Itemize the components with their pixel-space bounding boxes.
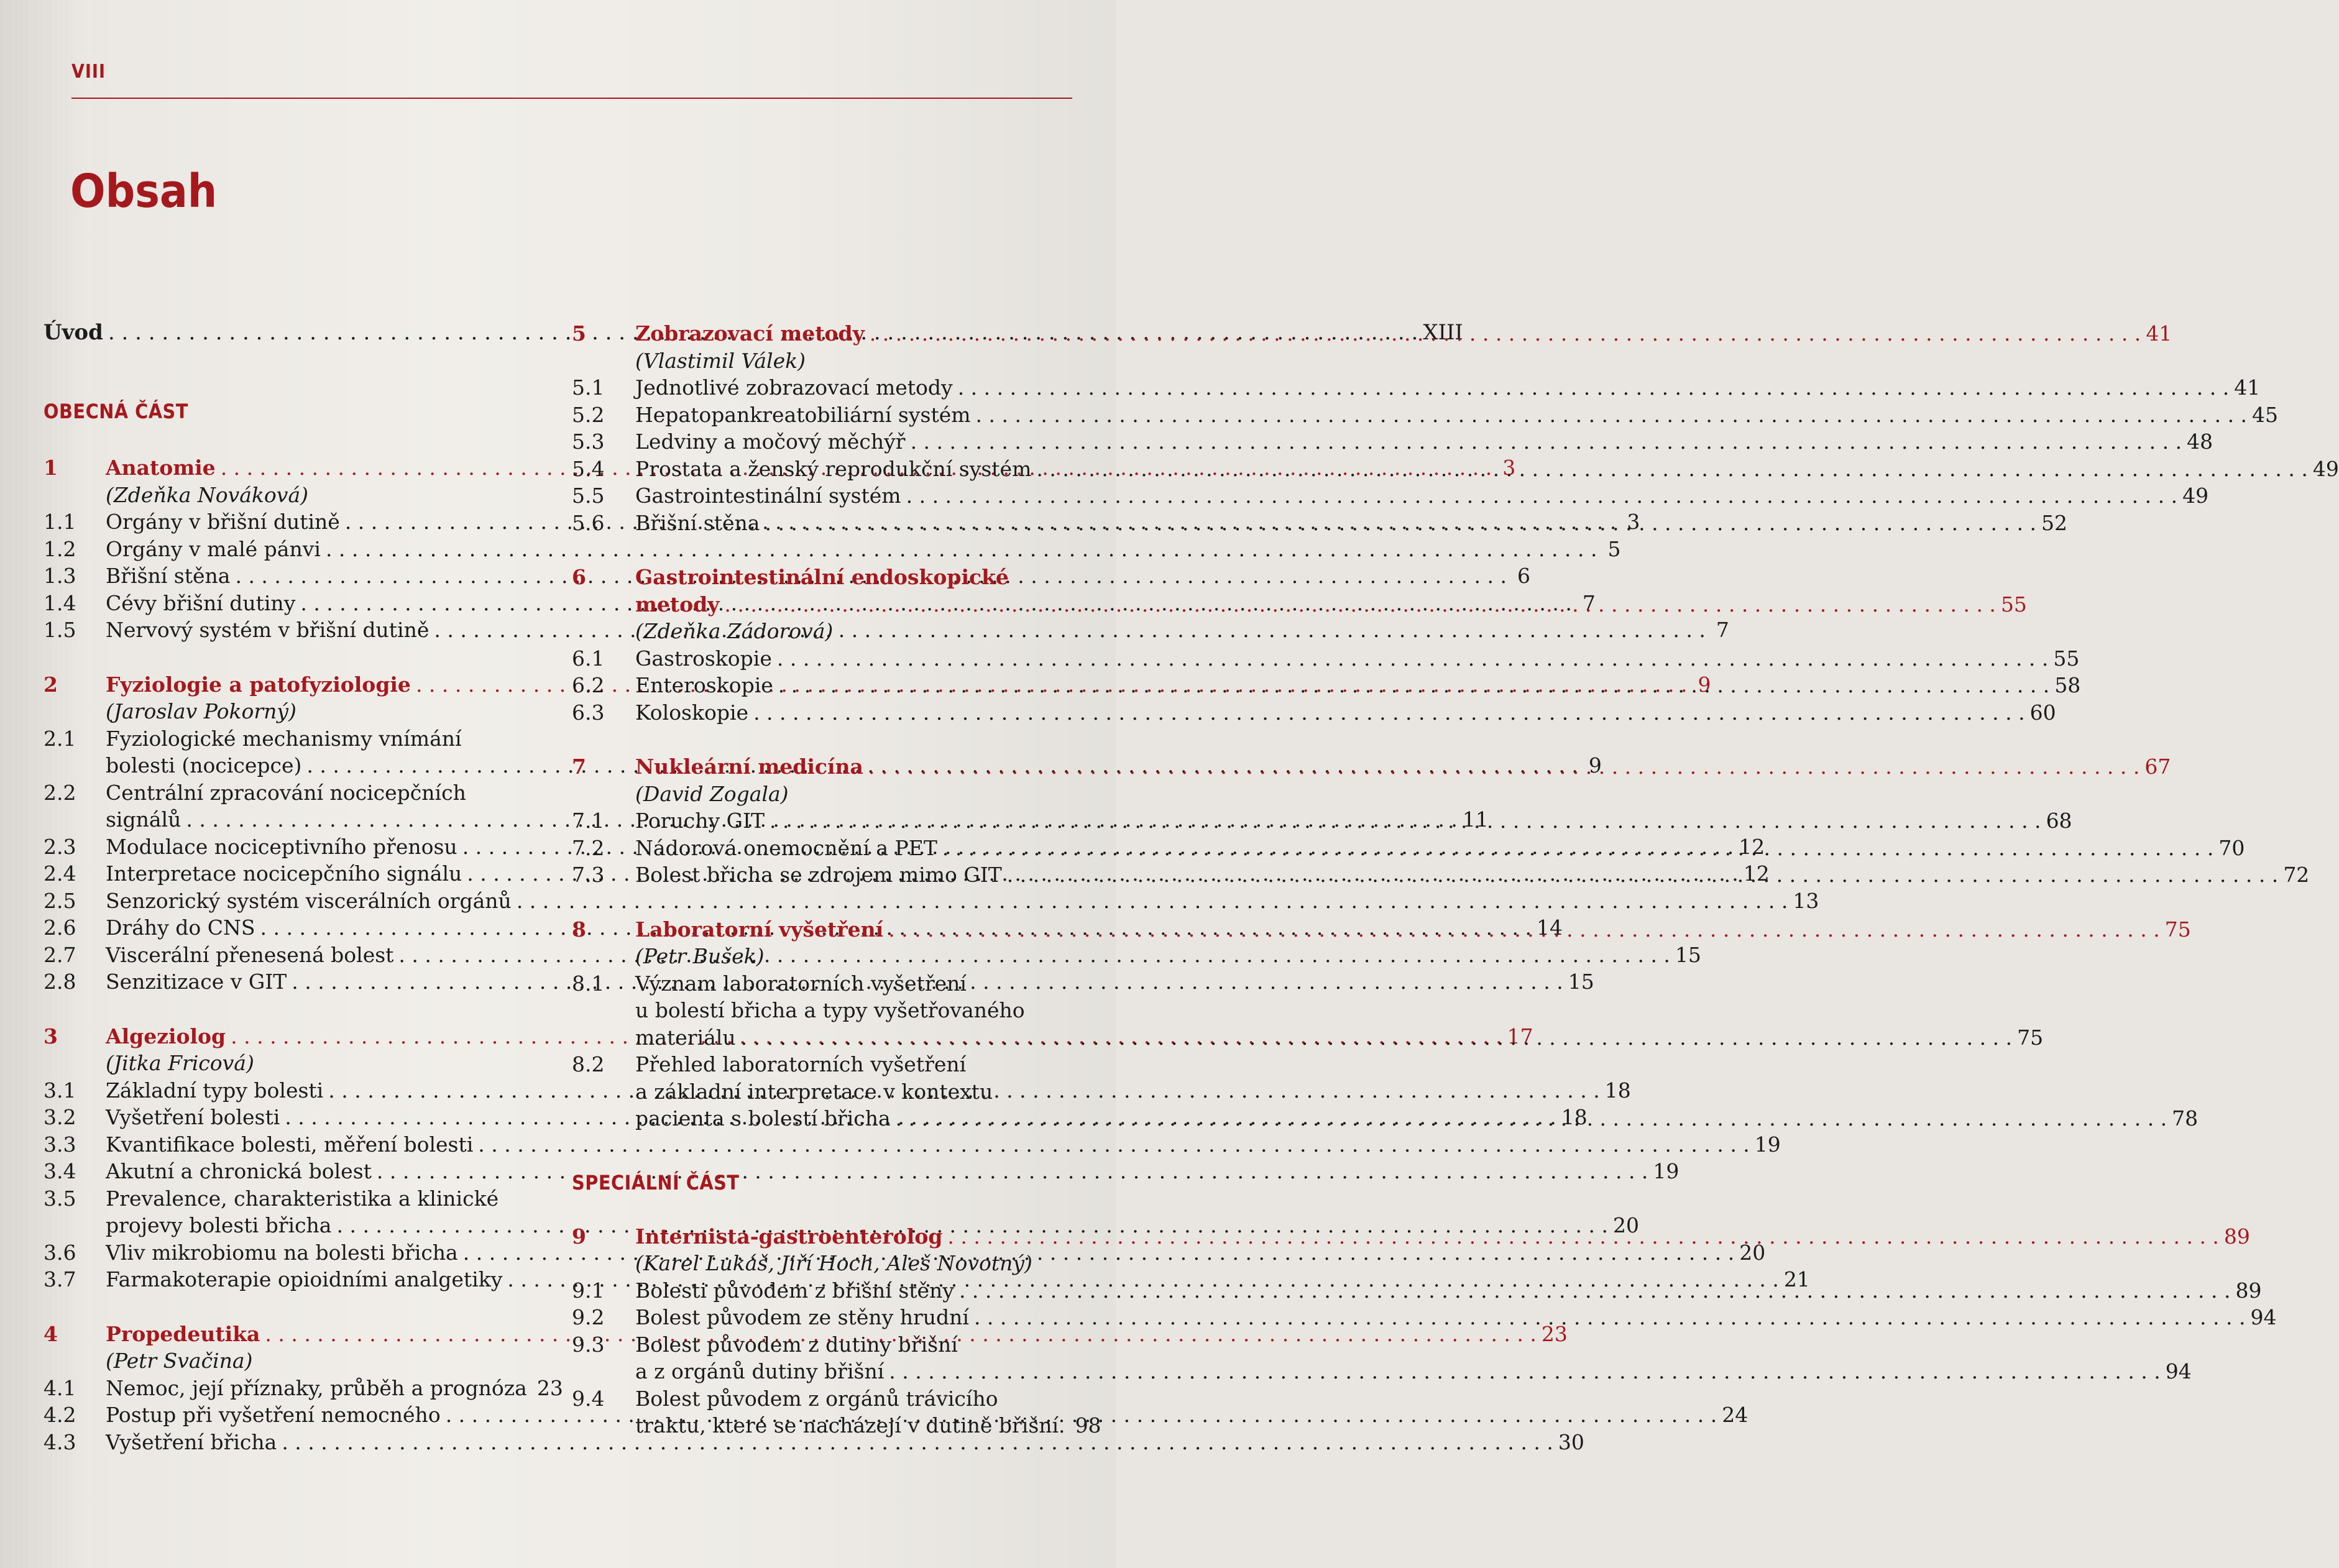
section-number: 2.5 <box>44 888 76 913</box>
page-number: 23 <box>536 1375 563 1400</box>
chapter-author: (Jaroslav Pokorný) <box>106 699 296 723</box>
toc-section-1.2[interactable] <box>44 536 1621 563</box>
leader-dots <box>868 753 2140 781</box>
chapter-author: (Vlastimil Válek) <box>635 348 806 373</box>
toc-intro-page: XIII <box>1423 320 1463 345</box>
leader-dots <box>896 1105 2167 1132</box>
leader-dots <box>958 374 2230 401</box>
section-number: 3.7 <box>44 1267 76 1291</box>
leader-dots <box>942 835 2214 862</box>
page-number: 12 <box>1743 861 1770 886</box>
page-number: 7 <box>1716 618 1729 642</box>
page-number-roman: VIII <box>71 61 106 83</box>
leader-dots <box>974 1304 2246 1331</box>
toc-section-5.1[interactable] <box>572 374 2261 401</box>
title-line: Modulace nociceptivního přenosu <box>106 834 457 859</box>
page-number: 89 <box>2235 1278 2262 1303</box>
title-line: Nádorová onemocnění a PET <box>635 835 937 860</box>
title-last-line <box>635 753 2171 781</box>
toc-section-6.3[interactable] <box>572 699 2056 727</box>
title-line: Gastrointestinální endoskopické <box>635 565 1009 589</box>
title-last-line <box>635 645 2080 672</box>
section-number: 2.4 <box>44 861 76 886</box>
leader-dots <box>889 1358 2161 1385</box>
section-number: 9.4 <box>572 1386 605 1411</box>
page-number: 30 <box>1558 1429 1584 1454</box>
title-last-line <box>635 401 2279 429</box>
title-line: Význam laboratorních vyšetření <box>635 971 967 996</box>
chapter-title <box>635 564 2027 618</box>
leader-dots <box>947 1223 2219 1250</box>
page-number: 78 <box>2172 1106 2199 1130</box>
leader-dots <box>770 807 2041 835</box>
section-number: 2.3 <box>44 834 76 859</box>
page-number: 20 <box>1739 1240 1766 1265</box>
page-number: 19 <box>1754 1132 1781 1157</box>
page-number: 58 <box>2054 673 2081 697</box>
chapter-author: (Zdeňka Nováková) <box>106 482 308 507</box>
title-line: Ledviny a močový měchýř <box>635 429 906 454</box>
section-title <box>635 482 2209 510</box>
page-number: 12 <box>1739 834 1765 859</box>
section-number: 1.5 <box>44 618 76 642</box>
section-number: 1.4 <box>44 590 76 615</box>
title-line: Orgány v malé pánvi <box>106 536 321 561</box>
section-number: 5.4 <box>572 456 605 481</box>
title-line: Hepatopankreatobiliární systém <box>635 402 971 427</box>
leader-dots <box>976 401 2248 429</box>
title-line: Nervový systém v břišní dutině <box>106 618 430 642</box>
toc-section-9.4[interactable] <box>572 1385 1101 1439</box>
title-line: Enteroskopie <box>635 673 773 697</box>
page-number: 21 <box>1783 1267 1810 1291</box>
toc-chapter-7[interactable] <box>572 753 2171 781</box>
title-last-line <box>106 1429 1584 1456</box>
section-number: 3.6 <box>44 1240 76 1265</box>
title-line: Zobrazovací metody <box>635 321 865 346</box>
title-line: Jednotlivé zobrazovací metody <box>635 375 953 400</box>
page-number: 68 <box>2046 809 2072 833</box>
title-line: projevy bolesti břicha <box>106 1213 332 1237</box>
section-number: 3.4 <box>44 1159 76 1183</box>
page-number: 55 <box>2000 592 2027 617</box>
toc-section-2.5[interactable] <box>44 887 1819 915</box>
title-line: Senzorický systém viscerálních orgánů <box>106 888 512 913</box>
section-title <box>106 1131 1781 1158</box>
page-number: 13 <box>1793 888 1819 913</box>
title-line: Základní typy bolesti <box>106 1078 324 1103</box>
page-number: 75 <box>2017 1025 2044 1050</box>
page-number: 15 <box>1568 970 1594 994</box>
section-title <box>635 645 2080 672</box>
chapter-author: (Petr Svačina) <box>106 1349 253 1373</box>
title-line: Bolest původem z dutiny břišní <box>635 1332 958 1357</box>
title-last-line <box>635 456 2339 483</box>
chapter-number: 5 <box>572 321 586 346</box>
leader-dots <box>888 916 2160 943</box>
section-title <box>635 428 2213 456</box>
section-number: 2.1 <box>44 726 76 751</box>
title-last-line <box>635 510 2067 537</box>
toc-section-5.5[interactable] <box>572 482 2209 510</box>
part-heading-general: OBECNÁ ČÁST <box>44 400 188 423</box>
chapter-number: 9 <box>572 1224 586 1249</box>
section-number: 2.2 <box>44 780 76 805</box>
title-line: Algeziolog <box>106 1024 226 1048</box>
leader-dots <box>959 1277 2231 1304</box>
title-line: Cévy břišní dutiny <box>106 590 296 615</box>
header-rule <box>71 98 1072 99</box>
leader-dots <box>778 672 2050 699</box>
title-last-line <box>635 591 2027 618</box>
section-number: 3.5 <box>44 1186 76 1211</box>
section-number: 4.1 <box>44 1375 76 1400</box>
page-number: 3 <box>1627 510 1640 534</box>
section-title <box>106 1375 563 1402</box>
chapter-gap <box>572 889 1072 916</box>
chapter-author: (Karel Lukáš, Jiří Hoch, Aleš Novotný) <box>635 1251 1032 1275</box>
section-number: 2.7 <box>44 942 76 967</box>
toc-section-5.2[interactable] <box>572 401 2279 429</box>
toc-section-5.3[interactable] <box>572 428 2213 456</box>
page-number: 72 <box>2283 863 2310 887</box>
title-line: Koloskopie <box>635 700 749 725</box>
section-title <box>635 456 2339 483</box>
chapter-number: 3 <box>44 1024 58 1048</box>
title-line: Nukleární medicína <box>635 754 863 779</box>
page-number: 17 <box>1507 1024 1533 1048</box>
title-line: Postup při vyšetření nemocného <box>106 1403 441 1427</box>
section-number: 8.1 <box>572 971 605 996</box>
section-title <box>635 1385 1101 1439</box>
chapter-number: 6 <box>572 565 586 589</box>
title-line: Gastroskopie <box>635 646 772 671</box>
page-number: 45 <box>2252 402 2279 427</box>
title-line: Propedeutika <box>106 1321 260 1346</box>
chapter-author: (David Zogala) <box>635 781 789 806</box>
title-line: Bolesti původem z břišní stěny <box>635 1278 954 1303</box>
section-number: 5.1 <box>572 375 605 400</box>
chapter-author: (Jitka Fricová) <box>106 1051 254 1075</box>
section-number: 8.2 <box>572 1052 605 1076</box>
title-last-line <box>635 1412 1101 1439</box>
leader-dots <box>777 645 2049 672</box>
page-number: 94 <box>2250 1305 2277 1329</box>
title-line: Dráhy do CNS <box>106 915 255 940</box>
title-last-line <box>106 536 1621 563</box>
page-number: 55 <box>2053 646 2080 671</box>
section-number: 6.2 <box>572 673 605 697</box>
page-number: 11 <box>1462 807 1489 832</box>
section-title <box>106 536 1621 563</box>
page-number: 60 <box>2029 700 2056 725</box>
title-line: Poruchy GIT <box>635 809 765 833</box>
title-line: Fyziologické mechanismy vnímání <box>106 726 462 751</box>
title-line: a z orgánů dutiny břišní <box>635 1359 885 1383</box>
page-number: 19 <box>1653 1159 1680 1183</box>
toc-section-6.2[interactable] <box>572 672 2081 699</box>
page-number: 23 <box>1541 1321 1568 1346</box>
leader-dots <box>753 699 2025 727</box>
title-last-line <box>635 699 2056 727</box>
section-number: 2.8 <box>44 970 76 994</box>
title-line: signálů <box>106 807 182 832</box>
page-number: 24 <box>1722 1403 1749 1427</box>
chapter-gap <box>44 996 559 1023</box>
title-line: bolesti (nocicepce) <box>106 753 302 777</box>
title-last-line <box>635 482 2209 510</box>
section-number: 7.3 <box>572 863 605 887</box>
section-number: 5.6 <box>572 510 605 535</box>
title-last-line <box>635 374 2261 401</box>
section-number: 1.3 <box>44 564 76 588</box>
title-line: Anatomie <box>106 456 216 480</box>
title-line: u bolestí břicha a typy vyšetřovaného <box>635 998 1025 1022</box>
leader-dots <box>911 428 2182 456</box>
page-number: 89 <box>2223 1224 2250 1249</box>
title-last-line <box>106 1375 563 1402</box>
toc-section-4.3[interactable] <box>44 1429 1584 1456</box>
title-line: Přehled laboratorních vyšetření <box>635 1052 967 1076</box>
title-line: Břišní stěna <box>635 510 760 535</box>
title-line: Vyšetření břicha <box>106 1429 277 1454</box>
title-line: metody <box>635 592 720 617</box>
title-line: Prostata a ženský reprodukční systém <box>635 456 1032 481</box>
title-line: a základní interpretace v kontextu <box>635 1079 993 1104</box>
title-line: materiálu <box>635 1025 736 1050</box>
page-number: 5 <box>1607 536 1621 561</box>
chapter-gap <box>572 726 1072 753</box>
page-number: 98 <box>1075 1413 1101 1437</box>
section-number: 5.2 <box>572 402 605 427</box>
chapter-number: 2 <box>44 672 58 697</box>
chapter-number: 8 <box>572 917 586 942</box>
page-number: 7 <box>1582 590 1596 615</box>
section-number: 3.3 <box>44 1132 76 1157</box>
page-number: 67 <box>2144 754 2171 779</box>
section-title <box>106 1429 1584 1456</box>
section-number: 1.2 <box>44 536 76 561</box>
toc-section-9.2[interactable] <box>572 1304 2277 1331</box>
section-number: 5.3 <box>572 429 605 454</box>
page-number: 41 <box>2146 321 2172 346</box>
title-last-line <box>635 428 2213 456</box>
chapter-gap <box>44 644 559 671</box>
title-line: Farmakoterapie opioidními analgetiky <box>106 1267 503 1291</box>
section-title <box>635 510 2067 537</box>
section-number: 5.5 <box>572 484 605 508</box>
section-title <box>635 1304 2277 1331</box>
page-number: 52 <box>2041 510 2067 535</box>
title-line: pacienta s bolestí břicha <box>635 1106 891 1130</box>
section-title <box>635 374 2261 401</box>
toc-chapter-6[interactable] <box>572 564 2027 618</box>
toc-section-6.1[interactable] <box>572 645 2080 672</box>
title-line: Prevalence, charakteristika a klinické <box>106 1186 499 1211</box>
section-number: 3.2 <box>44 1105 76 1129</box>
toc-section-4.1[interactable] <box>44 1375 563 1402</box>
page-number: 94 <box>2165 1359 2192 1383</box>
section-number: 6.3 <box>572 700 605 725</box>
title-line: Laboratorní vyšetření <box>635 917 884 942</box>
title-line: traktu, které se nacházejí v dutině břišní. <box>635 1413 1065 1437</box>
section-title <box>635 699 2056 727</box>
leader-dots <box>870 320 2141 347</box>
toc-section-5.4[interactable] <box>572 456 2339 483</box>
section-title <box>635 401 2279 429</box>
leader-dots <box>724 591 1996 618</box>
chapter-number: 7 <box>572 754 586 779</box>
title-line: Bolest původem ze stěny hrudní <box>635 1305 969 1329</box>
page-number: 70 <box>2218 835 2245 860</box>
chapter-number: 4 <box>44 1321 58 1346</box>
page-number: 49 <box>2182 484 2209 508</box>
page-number: 3 <box>1502 456 1516 480</box>
page-number: 41 <box>2234 375 2261 400</box>
title-line: Vliv mikrobiomu na bolesti břicha <box>106 1240 458 1265</box>
leader-dots <box>765 510 2036 537</box>
title-line: Bolest původem z orgánů trávicího <box>635 1386 998 1411</box>
title-line: Nemoc, její příznaky, průběh a prognóza <box>106 1375 527 1400</box>
title-last-line <box>635 1358 2192 1385</box>
page-number: 18 <box>1604 1078 1631 1103</box>
page-number: 9 <box>1698 672 1711 697</box>
title-line: Akutní a chronická bolest <box>106 1159 372 1183</box>
leader-dots <box>1036 456 2308 483</box>
title-line: Bolest břicha se zdrojem mimo GIT <box>635 863 1002 887</box>
page-number: 20 <box>1613 1213 1639 1237</box>
title-last-line <box>106 1131 1781 1158</box>
leader-dots <box>1007 861 2279 889</box>
section-number: 4.3 <box>44 1429 76 1454</box>
title-line: Orgány v břišní dutině <box>106 510 340 534</box>
section-number: 1.1 <box>44 510 76 534</box>
chapter-title <box>635 753 2171 781</box>
page-number: 9 <box>1588 753 1602 777</box>
page-number: 75 <box>2164 917 2191 942</box>
page-number: 14 <box>1537 915 1563 940</box>
page-number: 49 <box>2312 456 2339 481</box>
section-number: 7.1 <box>572 809 605 833</box>
title-line: Vyšetření bolesti <box>106 1105 280 1129</box>
toc-intro-label: Úvod <box>44 320 103 345</box>
chapter-number: 1 <box>44 456 58 480</box>
page-number: 48 <box>2187 429 2213 454</box>
title-line: Interpretace nocicepčního signálu <box>106 861 462 886</box>
section-number: 9.2 <box>572 1305 605 1329</box>
title-line: Břišní stěna <box>106 564 231 588</box>
page-number: 18 <box>1561 1105 1588 1129</box>
page-title: Obsah <box>70 165 218 218</box>
title-last-line <box>635 672 2081 699</box>
chapter-gap <box>572 536 1072 564</box>
section-title <box>106 887 1819 915</box>
section-number: 3.1 <box>44 1078 76 1103</box>
toc-section-3.3[interactable] <box>44 1131 1781 1158</box>
title-last-line <box>635 1304 2277 1331</box>
chapter-author: (Petr Bušek) <box>635 944 765 968</box>
leader-dots <box>741 1024 2013 1052</box>
part-heading-special: SPECIÁLNÍ ČÁST <box>572 1170 740 1194</box>
title-line: Senzitizace v GIT <box>106 970 287 994</box>
section-number: 4.2 <box>44 1403 76 1427</box>
title-line: Fyziologie a patofyziologie <box>106 672 411 697</box>
chapter-gap <box>44 1293 559 1321</box>
section-number: 2.6 <box>44 915 76 940</box>
chapter-author: (Zdeňka Zádorová) <box>635 619 834 643</box>
title-last-line <box>106 887 1819 915</box>
section-number: 6.1 <box>572 646 605 671</box>
title-line: Internista-gastroenterolog <box>635 1224 943 1249</box>
section-title <box>635 672 2081 699</box>
section-number: 7.2 <box>572 835 605 860</box>
leader-dots <box>906 482 2178 510</box>
section-number: 9.1 <box>572 1278 605 1303</box>
title-line: Centrální zpracování nocicepčních <box>106 780 466 805</box>
title-line: Kvantifikace bolesti, měření bolesti <box>106 1132 474 1157</box>
page-number: 6 <box>1517 564 1530 588</box>
section-number: 9.3 <box>572 1332 605 1357</box>
title-line: Viscerální přenesená bolest <box>106 942 394 967</box>
page-number: 15 <box>1675 942 1701 967</box>
title-line: Gastrointestinální systém <box>635 484 901 508</box>
toc-section-5.6[interactable] <box>572 510 2067 537</box>
